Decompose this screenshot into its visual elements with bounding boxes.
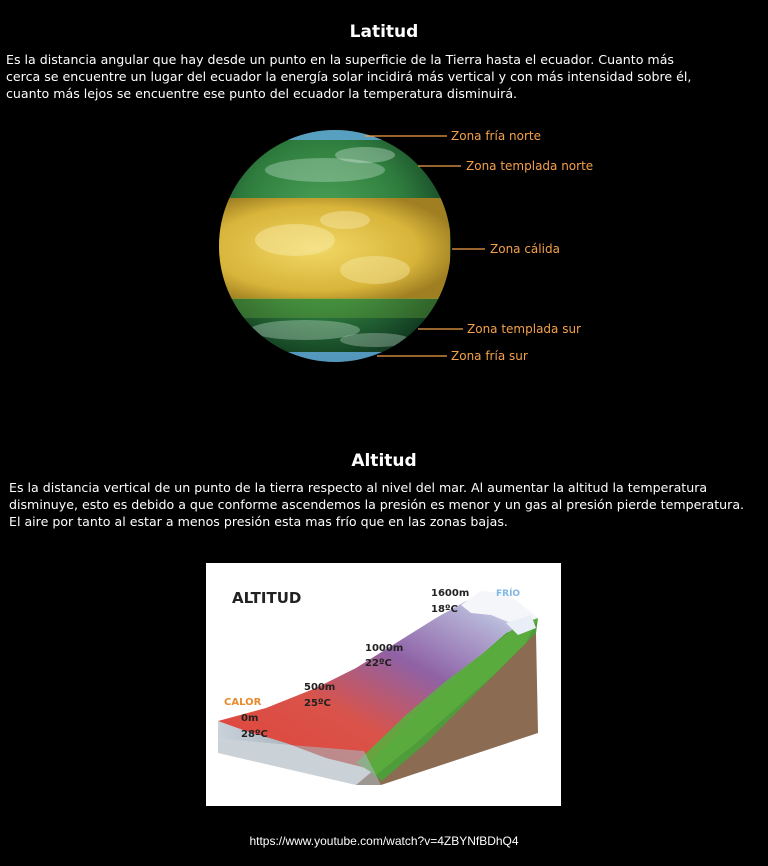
zone-label-north-cold: Zona fría norte: [451, 129, 541, 143]
temperature-value-1000m: 22ºC: [365, 658, 392, 669]
altitude-figure: [206, 563, 561, 806]
altitude-value-0m: 0m: [241, 713, 259, 724]
altitude-paragraph-line: El aire por tanto al estar a menos presión esta mas frío que en las zonas bajas.: [9, 514, 508, 529]
zone-label-warm: Zona cálida: [490, 242, 560, 256]
earth-globe: [205, 120, 465, 372]
north-cold-band: [205, 120, 465, 140]
source-url: https://www.youtube.com/watch?v=4ZBYNfBDhQ4: [249, 834, 519, 848]
altitude-title: Altitud: [351, 451, 417, 471]
latitude-paragraph-line: Es la distancia angular que hay desde un punto en la superficie de la Tierra hasta el ecuador. Cuanto más: [6, 52, 674, 67]
zone-label-south-cold: Zona fría sur: [451, 349, 528, 363]
zone-label-north-temperate: Zona templada norte: [466, 159, 594, 173]
latitude-paragraph: [6, 51, 691, 102]
temperature-value-500m: 25ºC: [304, 698, 331, 709]
altitude-paragraph: [9, 479, 744, 530]
altitude-paragraph-line: disminuye, esto es debido a que conforme ascendemos la presión es menor y un gas al presión pierde temperatura.: [9, 497, 745, 512]
latitude-title: Latitud: [349, 22, 419, 42]
temperature-value-1600m: 18ºC: [431, 604, 458, 615]
altitude-value-500m: 500m: [304, 682, 336, 693]
altitude-figure-title: ALTITUD: [232, 589, 302, 607]
latitude-globe-diagram: [205, 120, 605, 372]
south-cold-band: [205, 352, 465, 372]
hot-label: CALOR: [224, 697, 262, 708]
temperature-value-0m: 28ºC: [241, 729, 268, 740]
altitude-value-1000m: 1000m: [365, 643, 404, 654]
altitude-paragraph-line: Es la distancia vertical de un punto de la tierra respecto al nivel del mar. Al aumentar la altitud la temperatura: [9, 480, 708, 495]
zone-label-south-temperate: Zona templada sur: [467, 322, 581, 336]
latitude-paragraph-line: cuanto más lejos se encuentre ese punto del ecuador la temperatura disminuirá.: [6, 86, 518, 101]
cold-label: FRÍO: [496, 589, 521, 599]
latitude-paragraph-line: cerca se encuentre un lugar del ecuador la energía solar incidirá más vertical y con más intensidad sobre él,: [6, 69, 692, 84]
altitude-value-1600m: 1600m: [431, 588, 470, 599]
